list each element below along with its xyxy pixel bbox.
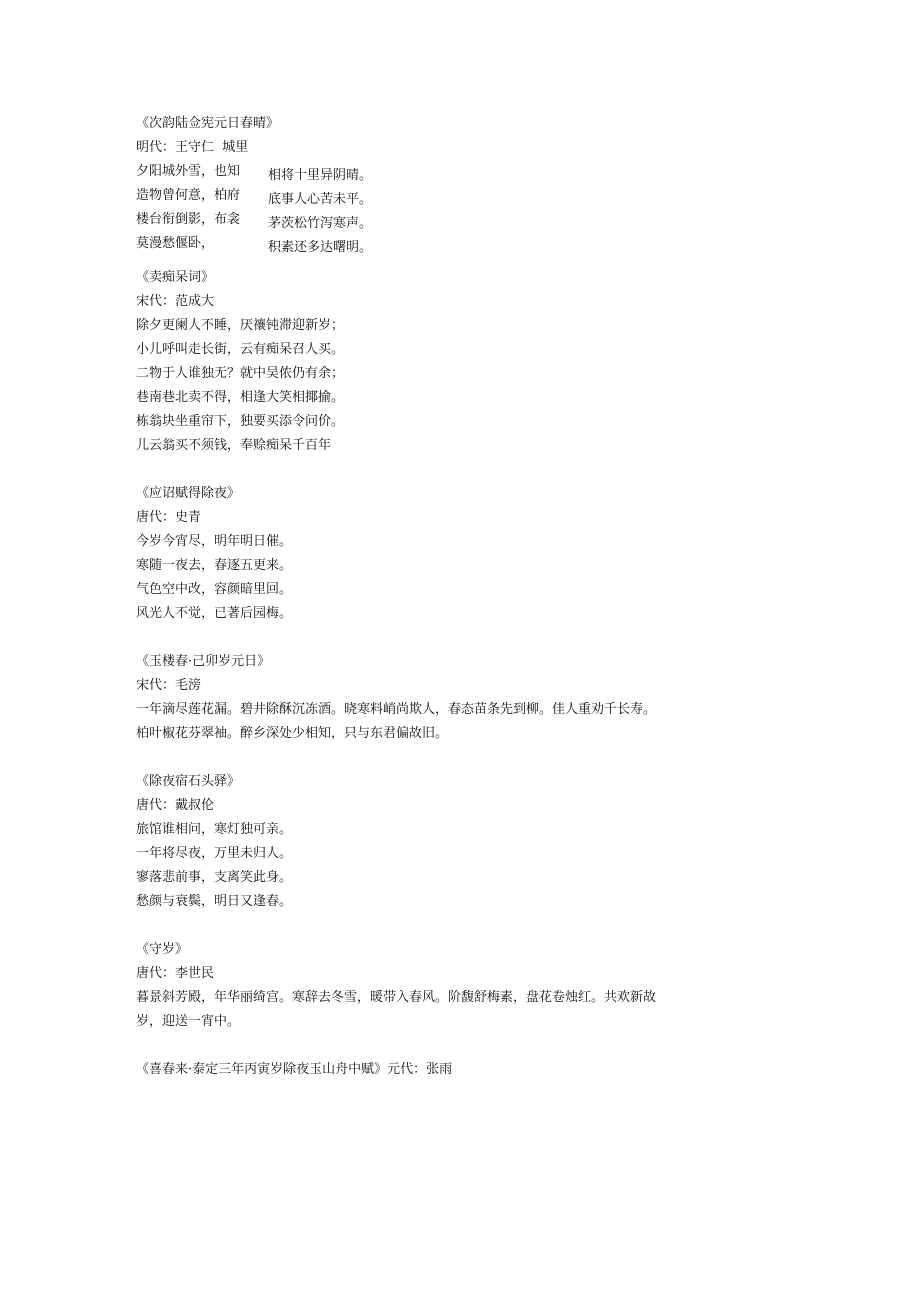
- poem-author: 唐代：史青: [136, 510, 202, 525]
- poem-author: 唐代：李世民: [136, 966, 215, 981]
- poem-title: 《应诏赋得除夜》: [136, 486, 241, 501]
- poem-line: 相将十里异阴晴。: [268, 168, 373, 183]
- poem-line: 夕阳城外雪，也知: [136, 164, 241, 179]
- poem-line: 造物曾何意，柏府: [136, 188, 241, 203]
- poem-line: 寒随一夜去，春逐五更来。: [136, 558, 293, 573]
- poem-body-two-column: [136, 136, 666, 256]
- poem-line: 一年将尽夜，万里未归人。: [136, 846, 293, 861]
- poem-4: [136, 650, 666, 746]
- poem-line: 底事人心苦未平。: [268, 192, 373, 207]
- poem-line: 小儿呼叫走长街，云有痴呆召人买。: [136, 342, 345, 357]
- poem-right-column: [268, 164, 428, 260]
- poem-author-line: [136, 136, 266, 160]
- poem-line: 寥落悲前事，支离笑此身。: [136, 870, 293, 885]
- poem-text: 暮景斜芳殿，年华丽绮宫。寒辞去冬雪，暖带入春风。阶馥舒梅素，盘花卷烛红。共欢新故岁，迎送一宵中。: [136, 990, 657, 1029]
- poem-line: 巷南巷北卖不得，相逢大笑相揶揄。: [136, 390, 345, 405]
- poem-line: 风光人不觉，已著后园梅。: [136, 606, 293, 621]
- poem-author: 宋代：范成大: [136, 294, 215, 309]
- poem-line: 茅茨松竹泻寒声。: [268, 216, 373, 231]
- poem-line: 愁颜与衰鬓，明日又逢春。: [136, 894, 293, 909]
- poem-title: 《卖痴呆词》: [136, 270, 215, 285]
- poem-title-line: 《喜春来·泰定三年丙寅岁除夜玉山舟中赋》元代：张雨: [136, 1062, 453, 1077]
- poem-3: [136, 482, 666, 626]
- poem-title: 《除夜宿石头驿》: [136, 774, 241, 789]
- poem-line: 莫漫愁偃卧，: [136, 236, 215, 251]
- poem-6: [136, 938, 666, 1034]
- poem-left-column: [136, 136, 266, 256]
- poem-author: 宋代：毛滂: [136, 678, 202, 693]
- poem-title: 《守岁》: [136, 942, 189, 957]
- poem-text: 一年滴尽莲花漏。碧井除酥沉冻酒。晓寒料峭尚欺人，春态苗条先到柳。佳人重劝千长寿。柏叶椒花芬翠袖。醉乡深处少相知，只与东君偏故旧。: [136, 702, 657, 741]
- poem-line: 积素还多达曙明。: [268, 240, 373, 255]
- poem-line: 除夕更阑人不睡，厌禳钝滞迎新岁；: [136, 318, 345, 333]
- poem-line: 今岁今宵尽，明年明日催。: [136, 534, 293, 549]
- poem-title: 《玉楼春·己卯岁元日》: [136, 654, 271, 669]
- poem-author: 明代：王守仁: [136, 140, 215, 155]
- poem-5: [136, 770, 666, 914]
- poem-author: 唐代：戴叔伦: [136, 798, 215, 813]
- poem-line: 旅馆谁相问，寒灯独可亲。: [136, 822, 293, 837]
- poem-line: 儿云翁买不须钱，奉赊痴呆千百年: [136, 438, 332, 453]
- poem-line: 栋翁块坐重帘下，独要买添令问价。: [136, 414, 345, 429]
- poem-line: 城里: [222, 140, 249, 155]
- poem-title: 《次韵陆佥宪元日春晴》: [136, 116, 280, 131]
- poem-1: [136, 112, 666, 256]
- poem-line: 楼台衔倒影，布衾: [136, 212, 241, 227]
- poem-line: 二物于人谁独无？就中吴侬仍有余；: [136, 366, 345, 381]
- poem-7: [136, 1058, 666, 1082]
- poem-line: 气色空中改，容颜暗里回。: [136, 582, 293, 597]
- poem-2: [136, 266, 666, 458]
